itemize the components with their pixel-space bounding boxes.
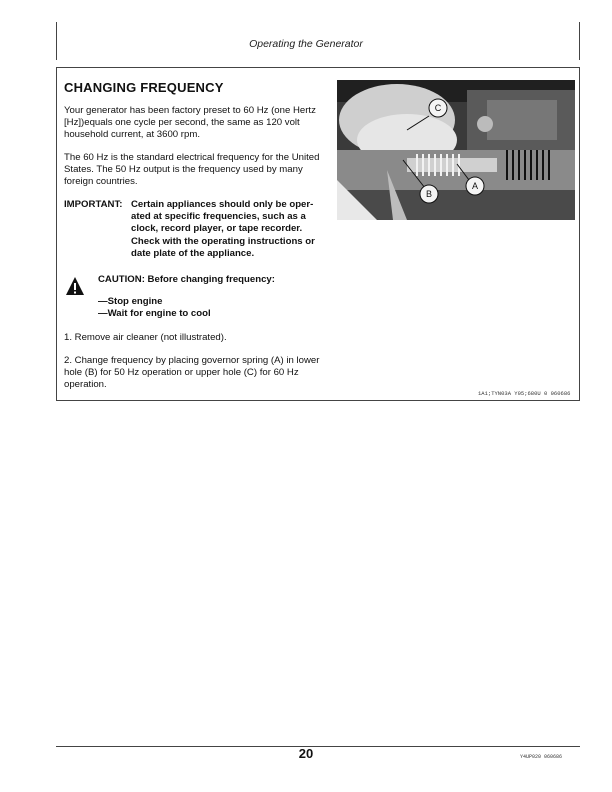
text-line: operation.: [64, 379, 107, 391]
text-line: date plate of the appliance.: [131, 247, 255, 259]
text-line: Certain appliances should only be oper-: [131, 199, 314, 210]
page-header-title: Operating the Generator: [249, 38, 363, 50]
text-line: clock, record player, or tape recorder.: [131, 223, 303, 235]
text-line: [Hz])equals one cycle per second, the same as 120 volt: [64, 117, 300, 129]
text-line: Your generator has been factory preset to 60 Hz (one Hertz: [64, 105, 316, 116]
text-line: The 60 Hz is the standard electrical frequency for the United: [64, 152, 320, 163]
governor-spring-photo: [337, 80, 575, 220]
callout-c: C: [434, 103, 442, 113]
callout-b: B: [425, 189, 433, 199]
frequency-paragraph: [64, 152, 326, 189]
warning-triangle-icon: [66, 277, 84, 295]
callout-a: A: [471, 181, 479, 191]
text-line: ated at specific frequencies, such as a: [131, 211, 306, 223]
text-line: hole (B) for 50 Hz operation or upper hole (C) for 60 Hz: [64, 367, 299, 379]
reference-code: 1A1;TYN03A Y05;680U 0 060686: [478, 390, 571, 397]
important-text: [131, 199, 326, 260]
important-label: IMPORTANT:: [64, 199, 123, 210]
step-2: [64, 355, 326, 392]
text-line: 2. Change frequency by placing governor spring (A) in lower: [64, 355, 320, 366]
text-line: household current, at 3600 rpm.: [64, 129, 200, 141]
page-number: 20: [298, 746, 314, 761]
caution-title: CAUTION: Before changing frequency:: [98, 274, 275, 285]
text-line: States. The 50 Hz output is the frequency used by many: [64, 164, 303, 176]
text-line: Check with the operating instructions or: [131, 235, 315, 247]
section-title: CHANGING FREQUENCY: [64, 80, 224, 95]
text-line: foreign countries.: [64, 176, 138, 188]
caution-item-cool-engine: —Wait for engine to cool: [98, 308, 211, 319]
step-1: 1. Remove air cleaner (not illustrated).: [64, 332, 227, 343]
footer-code: Y4UP020 060686: [520, 754, 563, 760]
caution-item-stop-engine: —Stop engine: [98, 296, 163, 307]
intro-paragraph: [64, 105, 326, 142]
